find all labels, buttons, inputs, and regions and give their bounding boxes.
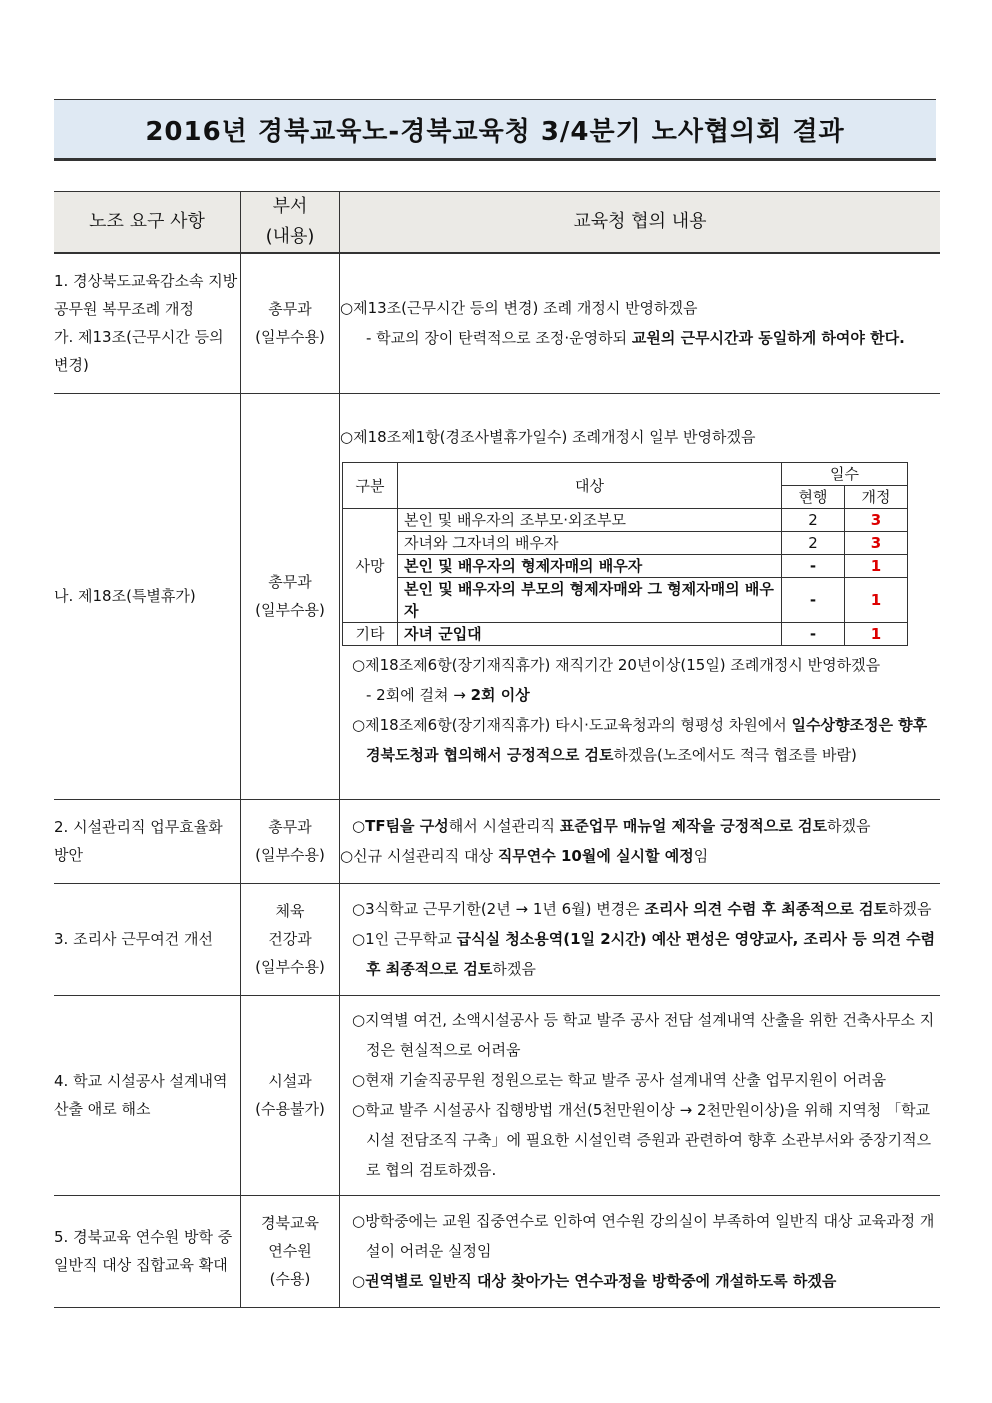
leave-current: -	[782, 555, 845, 578]
content-item: ○지역별 여건, 소액시설공사 등 학교 발주 공사 전담 설계내역 산출을 위한 건축사무소 지정은 현실적으로 어려움	[352, 1011, 935, 1059]
header-dept: 부서 (내용)	[241, 192, 340, 254]
header-content: 교육청 협의 내용	[340, 192, 941, 254]
th-current: 현행	[782, 486, 845, 509]
request-cell: 4. 학교 시설공사 설계내역 산출 애로 해소	[54, 995, 241, 1195]
content-item	[340, 841, 940, 871]
dept-cell	[241, 883, 340, 995]
header-row	[54, 192, 940, 254]
content-text: - 2회에 걸쳐 →	[366, 686, 471, 704]
dept-text: 총무과 (일부수용)	[255, 573, 325, 619]
table-row	[54, 799, 940, 883]
content-text: - 학교의 장이 탄력적으로 조정·운영하되	[366, 329, 632, 348]
leave-target: 본인 및 배우자의 조부모·외조부모	[398, 509, 782, 532]
content-cell	[340, 995, 941, 1195]
leave-revised: 1	[845, 623, 908, 646]
dept-text: 경북교육 연수원 (수용)	[261, 1214, 319, 1288]
content-bold: 권역별로 일반직 대상 찾아가는 연수과정을 방학중에 개설하도록 하겠음	[365, 1272, 837, 1290]
th-days: 일수	[782, 463, 908, 486]
leave-revised: 1	[845, 555, 908, 578]
content-text: 하겠음(노조에서도 적극 협조를 바람)	[613, 746, 857, 764]
leave-revised: 1	[845, 578, 908, 623]
th-revised: 개정	[845, 486, 908, 509]
leave-target: 자녀와 그자녀의 배우자	[398, 532, 782, 555]
content-subitem	[340, 323, 940, 353]
content-subitem	[340, 680, 940, 710]
leave-days-table	[342, 462, 908, 646]
content-cell	[340, 799, 941, 883]
leave-current: 2	[782, 532, 845, 555]
dept-cell	[241, 253, 340, 393]
content-text: 하겠음	[826, 817, 871, 835]
content-item	[340, 710, 940, 770]
content-text: 하겠음	[887, 900, 932, 918]
table-row	[54, 393, 940, 799]
content-text: 해서 시설관리직	[448, 817, 560, 835]
table-row	[54, 1195, 940, 1307]
leave-current: -	[782, 623, 845, 646]
content-bold: 일수상향조정은 향후 경북도청과 협의해서 긍정적으로 검토	[366, 716, 928, 764]
content-text: ○신규 시설관리직 대상	[340, 847, 498, 865]
request-cell: 나. 제18조(특별휴가)	[54, 393, 241, 799]
content-text: 하겠음	[492, 960, 536, 978]
content-text: 임	[693, 847, 709, 865]
content-bold: 2회 이상	[470, 686, 530, 704]
content-text: ○3식학교 근무기한(2년 → 1년 6월) 변경은	[352, 900, 645, 918]
content-bold: TF팀을 구성	[365, 817, 449, 835]
title-box	[54, 99, 936, 161]
leave-target: 본인 및 배우자의 형제자매의 배우자	[398, 555, 782, 578]
table-row	[54, 253, 940, 393]
request-text: 1. 경상북도교육감소속 지방공무원 복무조례 개정 가. 제13조(근무시간 등의 변경)	[54, 272, 238, 375]
content-cell	[340, 883, 941, 995]
th-gubun: 구분	[343, 463, 398, 509]
content-item: ○현재 기술직공무원 정원으로는 학교 발주 공사 설계내역 산출 업무지원이 어려움	[352, 1071, 887, 1089]
page-title: 2016년 경북교육노-경북교육청 3/4분기 노사협의회 결과	[145, 116, 845, 147]
group-etc: 기타	[343, 623, 398, 646]
content-item: ○제13조(근무시간 등의 변경) 조례 개정시 반영하겠음	[340, 299, 698, 318]
request-cell: 2. 시설관리직 업무효율화 방안	[54, 799, 241, 883]
content-text: ○	[352, 1272, 366, 1290]
leave-revised: 3	[845, 532, 908, 555]
leave-current: -	[782, 578, 845, 623]
content-item	[340, 1266, 940, 1296]
content-item: ○제18조제1항(경조사별휴가일수) 조례개정시 일부 반영하겠음	[340, 428, 756, 446]
content-text: ○	[352, 817, 366, 835]
content-text: ○1인 근무학교	[352, 930, 457, 948]
dept-text: 총무과 (일부수용)	[255, 300, 325, 347]
request-cell: 3. 조리사 근무여건 개선	[54, 883, 241, 995]
table-row	[54, 883, 940, 995]
dept-cell	[241, 799, 340, 883]
content-item: ○방학중에는 교원 집중연수로 인하여 연수원 강의실이 부족하여 일반직 대상 교육과정 개설이 어려운 실정임	[352, 1212, 935, 1260]
leave-revised: 3	[845, 509, 908, 532]
request-cell: 5. 경북교육 연수원 방학 중 일반직 대상 집합교육 확대	[54, 1195, 241, 1307]
request-cell	[54, 253, 241, 393]
content-bold: 표준업무 매뉴얼 제작을 긍정적으로 검토	[559, 817, 827, 835]
content-bold: 조리사 의견 수렴 후 최종적으로 검토	[644, 900, 888, 918]
dept-cell	[241, 995, 340, 1195]
content-bold: 직무연수 10월에 실시할 예정	[497, 847, 694, 865]
leave-target: 자녀 군입대	[398, 623, 782, 646]
dept-text: 체육 건강과 (일부수용)	[255, 902, 325, 976]
group-death: 사망	[343, 509, 398, 623]
dept-text: 시설과 (수용불가)	[255, 1072, 325, 1118]
content-item: ○제18조제6항(장기재직휴가) 재직기간 20년이상(15일) 조례개정시 반영하겠음	[352, 656, 881, 674]
content-text: ○제18조제6항(장기재직휴가) 타시·도교육청과의 형평성 차원에서	[352, 716, 792, 734]
content-cell	[340, 1195, 941, 1307]
content-cell	[340, 393, 941, 799]
leave-current: 2	[782, 509, 845, 532]
leave-target: 본인 및 배우자의 부모의 형제자매와 그 형제자매의 배우자	[398, 578, 782, 623]
content-item	[340, 924, 940, 984]
dept-text: 총무과 (일부수용)	[255, 818, 325, 864]
dept-cell	[241, 1195, 340, 1307]
th-target: 대상	[398, 463, 782, 509]
content-item	[340, 811, 940, 841]
table-row	[54, 995, 940, 1195]
content-cell	[340, 253, 941, 393]
content-bold: 급식실 청소용역(1일 2시간) 예산 편성은 영양교사, 조리사 등 의견 수렴 후 최종적으로 검토	[366, 930, 936, 978]
content-bold: 교원의 근무시간과 동일하게 하여야 한다.	[631, 329, 905, 348]
header-request: 노조 요구 사항	[54, 192, 241, 254]
dept-cell	[241, 393, 340, 799]
result-table	[54, 191, 940, 1308]
content-item	[340, 894, 940, 924]
content-item: ○학교 발주 시설공사 집행방법 개선(5천만원이상 → 2천만원이상)을 위해 지역청 「학교시설 전담조직 구축」에 필요한 시설인력 증원과 관련하여 향후 소관부서와 중장기적으로 협의 검토하겠음.	[352, 1101, 932, 1179]
